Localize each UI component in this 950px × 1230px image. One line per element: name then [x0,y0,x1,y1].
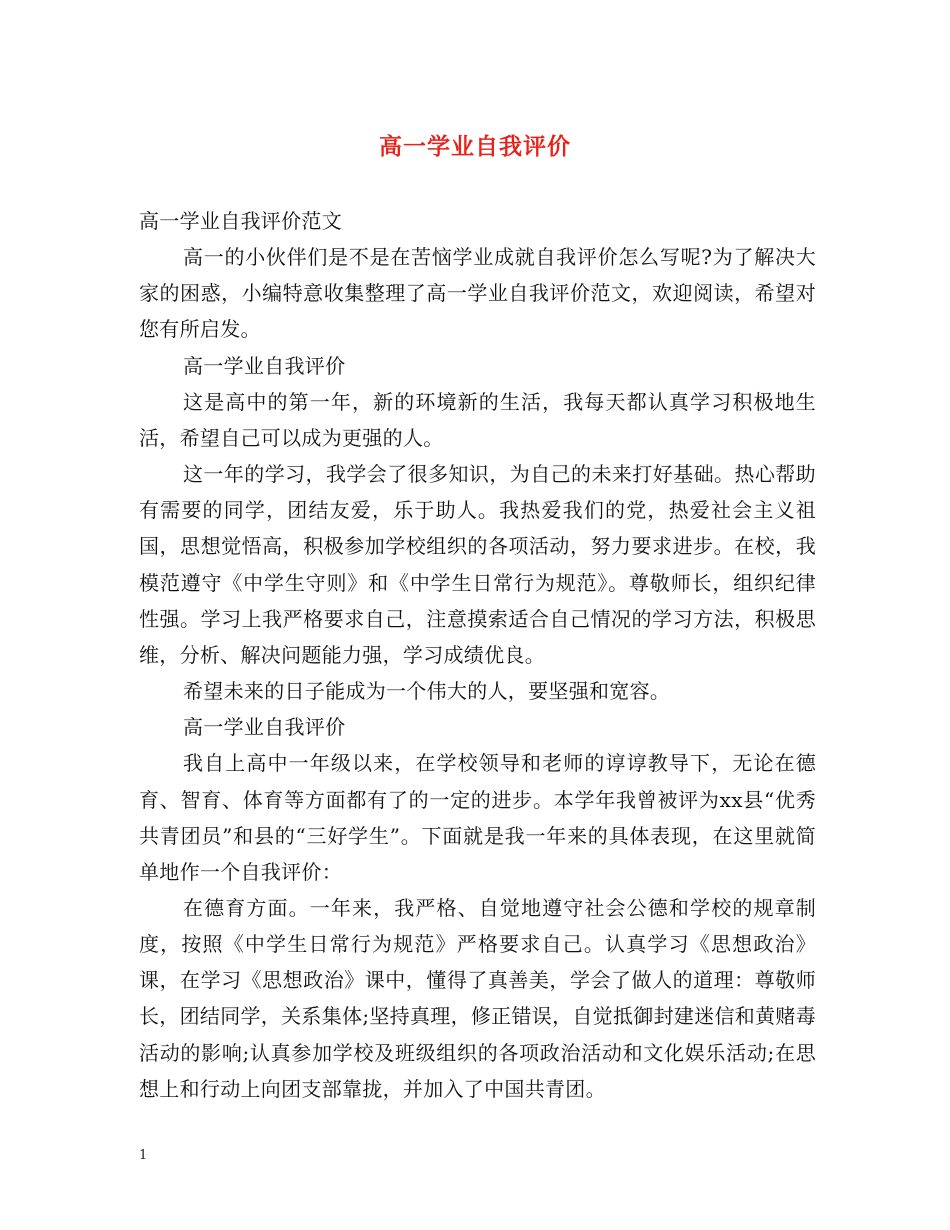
document-body [139,203,816,1107]
page-number: 1 [139,1148,148,1163]
section-heading: 高一学业自我评价 [183,353,346,378]
document-title: 高一学业自我评价 [379,134,571,160]
paragraph: 我自上高中一年级以来，在学校领导和老师的谆谆教导下，无论在德育、智育、体育等方面都有了的一定的进步。本学年我曾被评为xx县“优秀共青团员”和县的“三好学生”。下面就是我一年来的具体表现，在这里就简单地作一个自我评价： [139,751,816,884]
section-heading: 高一学业自我评价 [183,715,346,740]
paragraph: 高一学业自我评价范文 [139,209,342,233]
paragraph: 这是高中的第一年，新的环境新的生活，我每天都认真学习积极地生活，希望自己可以成为更强的人。 [139,389,816,450]
paragraph: 希望未来的日子能成为一个伟大的人，要坚强和宽容。 [183,679,671,704]
paragraph: 这一年的学习，我学会了很多知识，为自己的未来打好基础。热心帮助有需要的同学，团结友爱，乐于助人。我热爱我们的党，热爱社会主义祖国，思想觉悟高，积极参加学校组织的各项活动，努力要求进步。在校，我模范遵守《中学生守则》和《中学生日常行为规范》。尊敬师长，组织纪律性强。学习上我严格要求自己，注意摸索适合自己情况的学习方法，积极思维，分析、解决问题能力强，学习成绩优良。 [139,462,816,667]
paragraph: 在德育方面。一年来，我严格、自觉地遵守社会公德和学校的规章制度，按照《中学生日常行为规范》严格要求自己。认真学习《思想政治》课，在学习《思想政治》课中，懂得了真善美，学会了做人的道理：尊敬师长，团结同学，关系集体;坚持真理，修正错误，自觉抵御封建迷信和黄赌毒活动的影响;认真参加学校及班级组织的各项政治活动和文化娱乐活动;在思想上和行动上向团支部靠拢，并加入了中国共青团。 [139,895,816,1101]
paragraph: 高一的小伙伴们是不是在苦恼学业成就自我评价怎么写呢?为了解决大家的困惑，小编特意收集整理了高一学业自我评价范文，欢迎阅读，希望对您有所启发。 [139,245,816,342]
